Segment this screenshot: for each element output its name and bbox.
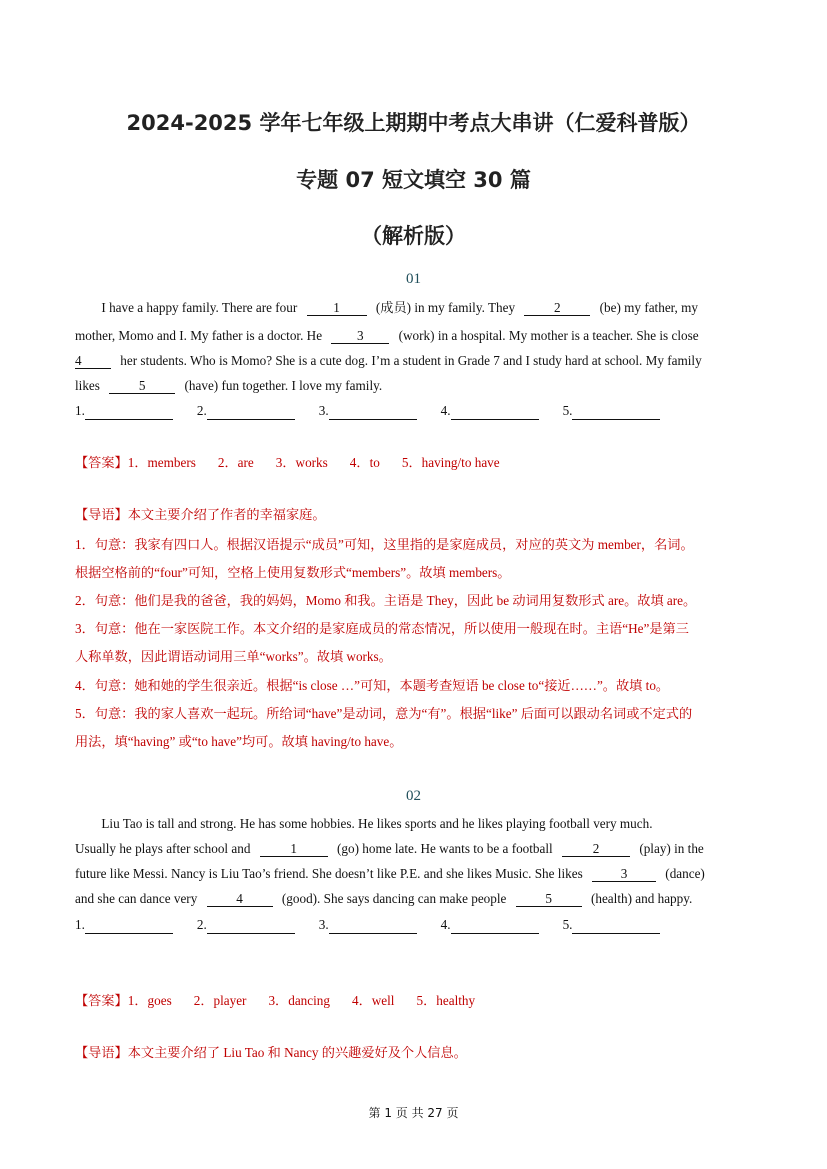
passage-text: (health) and happy.	[587, 891, 693, 906]
passage-text: (成员) in my family. They	[372, 300, 519, 315]
answer-item: 5．having/to have	[401, 455, 500, 470]
blank-4: 4	[75, 354, 111, 369]
blank-label: 4.	[440, 917, 451, 932]
explanation-line: 根据空格前的“four”可知，空格上使用复数形式“members”。故填 members。	[75, 565, 511, 580]
blank-label: 5.	[562, 403, 573, 418]
answer-blank-line[interactable]	[329, 920, 417, 934]
blank-label: 4.	[440, 403, 451, 418]
answer-line	[75, 454, 522, 472]
page-footer: 第 1 页 共 27 页	[368, 1106, 459, 1120]
blank-1: 1	[260, 842, 328, 857]
passage-text: her students. Who is Momo? She is a cute dog. I’m a student in Grade 7 and I study hard at school. My family	[117, 353, 702, 368]
blank-label: 1.	[75, 917, 85, 932]
blank-3: 3	[592, 867, 656, 882]
passage-line	[75, 890, 692, 908]
blank-5: 5	[516, 892, 582, 907]
blank-3: 3	[331, 329, 389, 344]
blank-label: 3.	[318, 403, 329, 418]
answer-item: 4．well	[351, 993, 395, 1008]
passage-line	[75, 865, 705, 883]
answer-blank-line[interactable]	[451, 920, 539, 934]
passage-text: Liu Tao is tall and strong. He has some hobbies. He likes sports and he likes playing football very much.	[75, 816, 653, 831]
explanation-line: 【导语】本文主要介绍了 Liu Tao 和 Nancy 的兴趣爱好及个人信息。	[75, 1045, 467, 1060]
blank-label: 2.	[196, 403, 207, 418]
passage-text: (go) home late. He wants to be a football	[333, 841, 557, 856]
passage-text: future like Messi. Nancy is Liu Tao’s friend. She doesn’t like P.E. and she likes Music. She likes	[75, 866, 586, 881]
answer-item: 1．goes	[127, 993, 172, 1008]
passage-text: (be) my father, my	[596, 300, 698, 315]
doc-title: 2024-2025 学年七年级上期期中考点大串讲（仁爱科普版）	[126, 111, 701, 135]
explanation-line: 人称单数，因此谓语动词用三单“works”。故填 works。	[75, 649, 392, 664]
answer-blanks-row	[75, 402, 684, 420]
blank-2: 2	[562, 842, 630, 857]
blank-4: 4	[207, 892, 273, 907]
passage-text: I have a happy family. There are four	[75, 300, 301, 315]
answer-item: 5．healthy	[416, 993, 476, 1008]
explanation-line: 5．句意：我的家人喜欢一起玩。所给词“have”是动词，意为“有”。根据“like” 后面可以跟动名词或不定式的	[75, 706, 693, 721]
blank-5: 5	[109, 379, 175, 394]
doc-edition: （解析版）	[361, 224, 466, 248]
explanation-line: 用法，填“having” 或“to have”均可。故填 having/to have。	[75, 734, 403, 749]
answer-blank-line[interactable]	[207, 920, 295, 934]
answer-blank-line[interactable]	[85, 406, 173, 420]
section-number: 01	[406, 271, 421, 287]
passage-text: Usually he plays after school and	[75, 841, 254, 856]
passage-line	[75, 299, 698, 317]
answer-item: 4．to	[349, 455, 380, 470]
answer-blank-line[interactable]	[572, 406, 660, 420]
answer-tag: 【答案】	[75, 455, 128, 470]
answer-blank-line[interactable]	[572, 920, 660, 934]
blank-1: 1	[307, 301, 367, 316]
blank-label: 3.	[318, 917, 329, 932]
passage-line	[75, 815, 653, 833]
answer-item: 1．members	[127, 455, 196, 470]
passage-text: (play) in the	[636, 841, 704, 856]
answer-blanks-row	[75, 916, 684, 934]
passage-text: and she can dance very	[75, 891, 201, 906]
blank-2: 2	[524, 301, 590, 316]
answer-line	[75, 992, 497, 1010]
answer-item: 2．are	[217, 455, 254, 470]
passage-text: (work) in a hospital. My mother is a teacher. She is close	[395, 328, 699, 343]
answer-item: 2．player	[193, 993, 247, 1008]
blank-label: 2.	[196, 917, 207, 932]
doc-subtitle: 专题 07 短文填空 30 篇	[296, 168, 531, 192]
answer-blank-line[interactable]	[85, 920, 173, 934]
explanation-line: 3．句意：他在一家医院工作。本文介绍的是家庭成员的常态情况，所以使用一般现在时。主语“He”是第三	[75, 621, 689, 636]
explanation-line: 1．句意：我家有四口人。根据汉语提示“成员”可知，这里指的是家庭成员，对应的英文为 member，名词。	[75, 537, 694, 552]
passage-line	[75, 377, 382, 395]
blank-label: 1.	[75, 403, 85, 418]
passage-text: mother, Momo and I. My father is a doctor. He	[75, 328, 326, 343]
passage-line	[75, 327, 699, 345]
passage-text: likes	[75, 378, 104, 393]
explanation-line: 4．句意：她和她的学生很亲近。根据“is close …”可知，本题考查短语 be close to“接近……”。故填 to。	[75, 678, 670, 693]
explanation-line: 【导语】本文主要介绍了作者的幸福家庭。	[75, 507, 326, 522]
answer-blank-line[interactable]	[207, 406, 295, 420]
explanation-line: 2．句意：他们是我的爸爸，我的妈妈，Momo 和我。主语是 They，因此 be 动词用复数形式 are。故填 are。	[75, 593, 697, 608]
passage-text: (dance)	[662, 866, 705, 881]
passage-line	[75, 840, 704, 858]
passage-text: (have) fun together. I love my family.	[181, 378, 383, 393]
passage-line	[75, 352, 702, 370]
answer-tag: 【答案】	[75, 993, 128, 1008]
answer-item: 3．works	[275, 455, 328, 470]
blank-label: 5.	[562, 917, 573, 932]
passage-text: (good). She says dancing can make people	[278, 891, 510, 906]
answer-blank-line[interactable]	[329, 406, 417, 420]
answer-item: 3．dancing	[268, 993, 330, 1008]
section-number: 02	[406, 788, 421, 804]
answer-blank-line[interactable]	[451, 406, 539, 420]
